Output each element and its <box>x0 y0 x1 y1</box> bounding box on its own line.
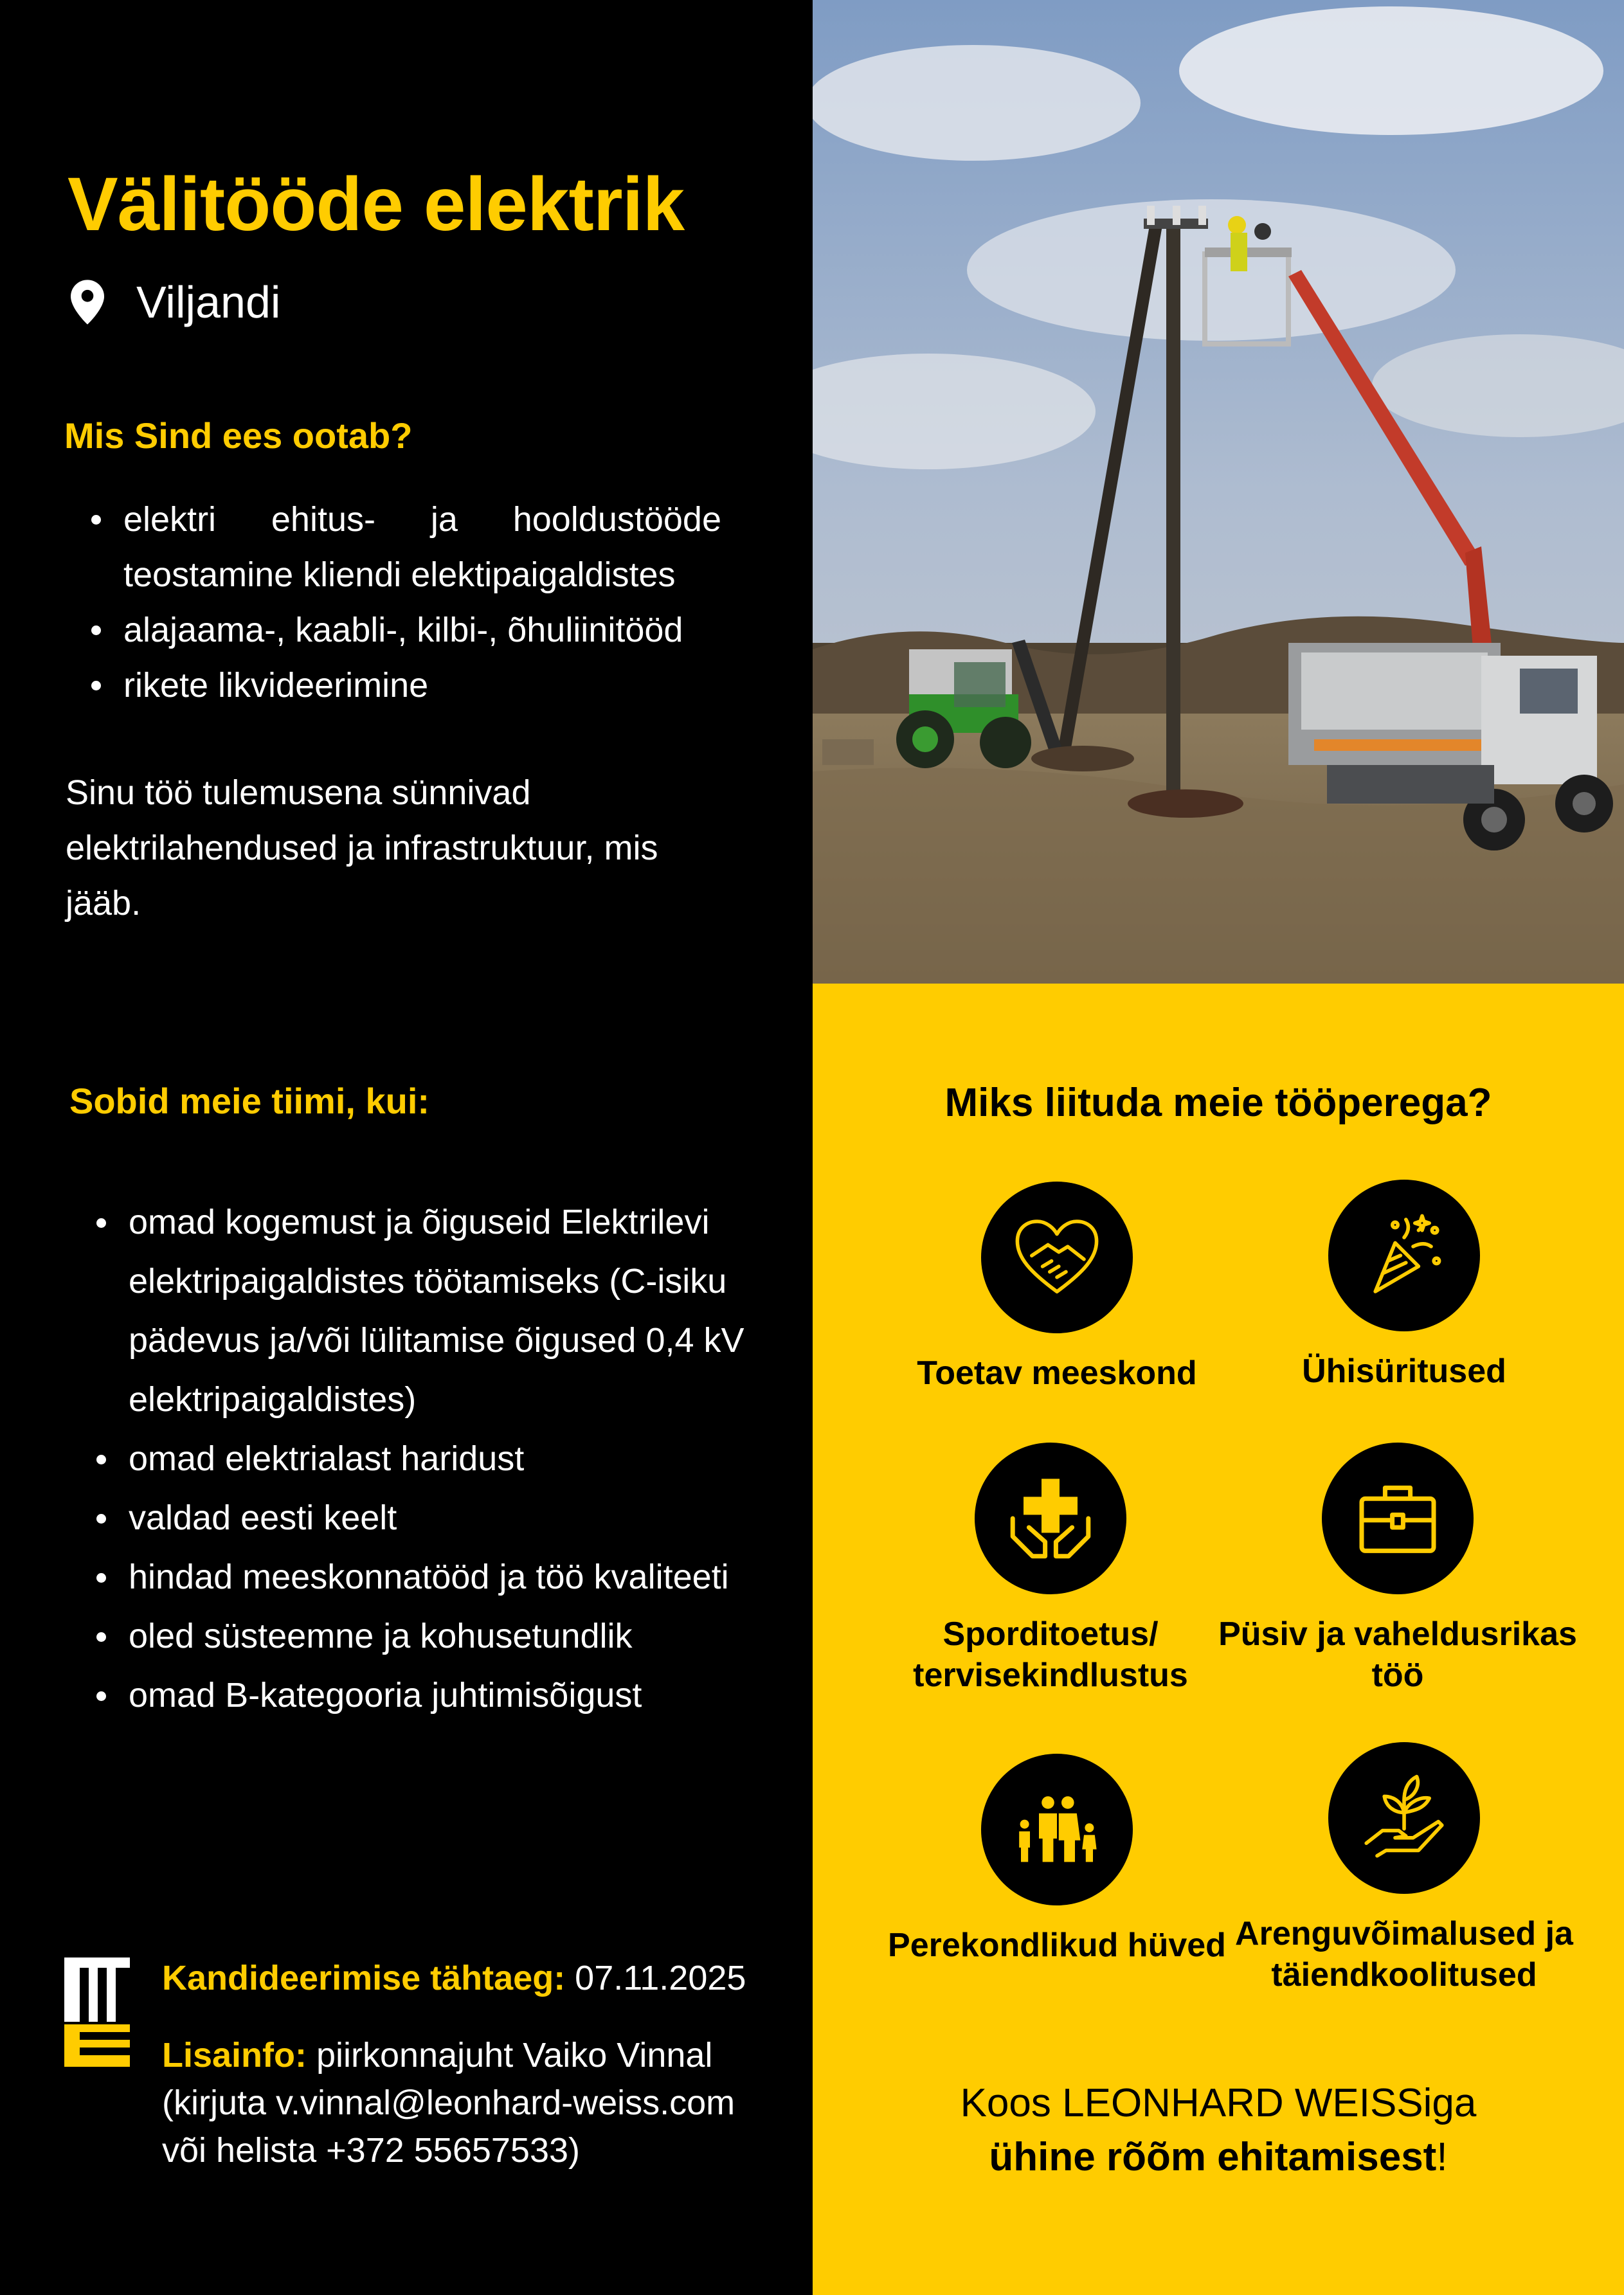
benefits-panel <box>813 984 1624 2295</box>
info-label: Lisainfo: <box>162 2036 307 2074</box>
list-item: elektri ehitus- ja hooldustööde teostamine kliendi elektipaigaldistes <box>66 492 721 602</box>
list-item: omad B-kategooria juhtimisõigust <box>71 1666 765 1725</box>
benefit-health <box>871 1443 1231 1696</box>
footer-slogan <box>813 2076 1624 2184</box>
list-item: omad elektrialast haridust <box>71 1429 765 1488</box>
location <box>71 276 280 328</box>
info-email: (kirjuta v.vinnal@leonhard-weiss.com <box>162 2084 735 2122</box>
benefit-label: Sporditoetus/ tervisekindlustus <box>913 1616 1188 1694</box>
expect-heading: Mis Sind ees ootab? <box>64 415 413 456</box>
benefit-family <box>877 1754 1237 1966</box>
benefits-heading: Miks liituda meie tööperega? <box>944 1081 1492 1125</box>
list-item: hindad meeskonnatööd ja töö kvaliteeti <box>71 1547 765 1607</box>
list-item: alajaama-, kaabli-, kilbi-, õhuliinitööd <box>66 602 721 658</box>
deadline-value: 07.11.2025 <box>565 1959 746 1997</box>
location-text: Viljandi <box>136 277 281 327</box>
info-contact-person: piirkonnajuht Vaiko Vinnal <box>307 2036 713 2074</box>
list-item: oled süsteemne ja kohusetundlik <box>71 1607 765 1666</box>
job-title: Välitööde elektrik <box>68 162 685 247</box>
growth-plant-hand-icon <box>1359 1773 1449 1863</box>
party-popper-icon <box>1359 1210 1449 1300</box>
benefit-label: Arenguvõimalused ja täiendkoolitused <box>1235 1915 1573 1994</box>
electricians-at-work-image <box>813 0 1624 984</box>
fit-list <box>71 1192 765 1725</box>
more-info <box>162 2031 735 2174</box>
briefcase-icon <box>1353 1473 1443 1563</box>
benefit-label: Ühisüritused <box>1302 1353 1506 1390</box>
leonhard-weiss-logo <box>64 1958 130 2067</box>
handshake-heart-icon <box>1012 1212 1102 1302</box>
benefit-stable-work <box>1218 1443 1578 1696</box>
benefit-development <box>1224 1742 1584 1995</box>
location-pin-icon <box>71 280 104 325</box>
benefit-label: Perekondlikud hüved <box>888 1927 1226 1964</box>
slogan-line1: Koos LEONHARD WEISSiga <box>960 2081 1477 2125</box>
benefit-events <box>1224 1180 1584 1392</box>
info-phone: või helista +372 55657533) <box>162 2131 581 2170</box>
hero-photo <box>813 0 1624 984</box>
deadline-label: Kandideerimise tähtaeg: <box>162 1959 566 1997</box>
benefit-label: Püsiv ja vaheldusrikas töö <box>1218 1616 1577 1694</box>
slogan-line2: ühine rõõm ehitamisest <box>989 2135 1437 2179</box>
health-care-icon <box>1006 1473 1096 1563</box>
deadline <box>162 1954 746 2002</box>
result-text: Sinu töö tulemusena sünnivad elektrilahendused ja infrastruktuur, mis jääb. <box>66 773 658 923</box>
benefit-label: Toetav meeskond <box>917 1354 1197 1392</box>
list-item: omad kogemust ja õiguseid Elektrilevi elektripaigaldistes töötamiseks (C-isiku pädevus ja/või lülitamise õigused 0,4 kV elektripaigaldistes) <box>71 1192 765 1429</box>
expect-list <box>66 492 721 713</box>
list-item: valdad eesti keelt <box>71 1488 765 1547</box>
benefit-supportive-team <box>877 1182 1237 1394</box>
fit-heading: Sobid meie tiimi, kui: <box>69 1081 430 1121</box>
list-item: rikete likvideerimine <box>66 658 721 713</box>
slogan-exclamation: ! <box>1436 2135 1448 2179</box>
family-icon <box>1012 1785 1102 1875</box>
